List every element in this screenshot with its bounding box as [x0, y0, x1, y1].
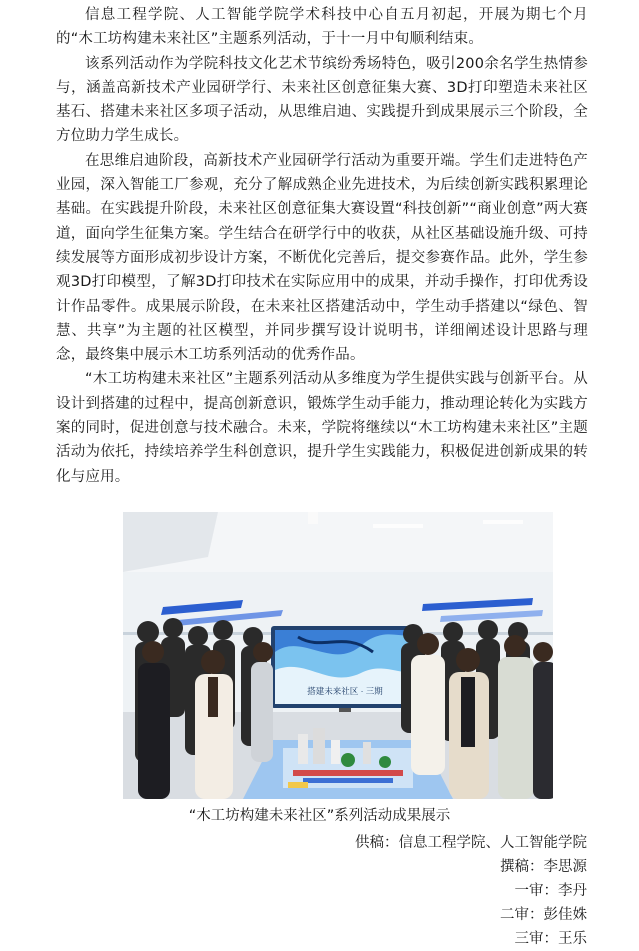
credit-writer: 撰稿：李思源: [500, 859, 587, 875]
paragraph-overview: 该系列活动作为学院科技文化艺术节缤纷秀场特色，吸引200余名学生热情参与，涵盖高新技术产业园研学行、未来社区创意征集大赛、3D打印塑造未来社区基石、搭建未来社区多项子活动，从思维启迪、实践提升到成果展示三个阶段，全方位助力学生成长。: [56, 55, 588, 145]
credit-first-review: 一审：李丹: [514, 883, 587, 899]
photo-caption: “木工坊构建未来社区”系列活动成果展示: [188, 808, 451, 824]
group-photo: [123, 512, 553, 799]
credit-contributor: 供稿：信息工程学院、人工智能学院: [355, 835, 587, 851]
credits-block: [355, 831, 587, 951]
paragraph-conclusion: “木工坊构建未来社区”主题系列活动从多维度为学生提供实践与创新平台。从设计到搭建的过程中，提高创新意识，锻炼学生动手能力，推动理论转化为实践方案的同时，促进创意与技术融合。未来，学院将继续以“木工坊构建未来社区”主题活动为依托，持续培养学生科创意识，提升学生实践能力，积极促进创新成果的转化与应用。: [56, 371, 588, 485]
group-photo-illustration: [123, 512, 553, 799]
screen-text: 搭建未来社区 · 三期: [307, 686, 383, 696]
paragraph-intro: 信息工程学院、人工智能学院学术科技中心自五月初起，开展为期七个月的“木工坊构建未来社区”主题系列活动，于十一月中旬顺利结束。: [56, 7, 588, 48]
credit-third-review: 三审：王乐: [514, 931, 587, 947]
article-body: [56, 3, 588, 489]
paragraph-stages: 在思维启迪阶段，高新技术产业园研学行活动为重要开端。学生们走进特色产业园，深入智能工厂参观，充分了解成熟企业先进技术，为后续创新实践积累理论基础。在实践提升阶段，未来社区创意征集大赛设置“科技创新”“商业创意”两大赛道，面向学生征集方案。学生结合在研学行中的收获，从社区基础设施升级、可持续发展等方面形成初步设计方案，不断优化完善后，提交参赛作品。此外，学生参观3D打印模型，了解3D打印技术在实际应用中的成果，并动手操作，打印优秀设计作品零件。成果展示阶段，在未来社区搭建活动中，学生动手搭建以“绿色、智慧、共享”为主题的社区模型，并同步撰写设计说明书，详细阐述设计思路与理念，最终集中展示木工坊系列活动的优秀作品。: [56, 152, 588, 364]
credit-second-review: 二审：彭佳姝: [500, 907, 587, 923]
